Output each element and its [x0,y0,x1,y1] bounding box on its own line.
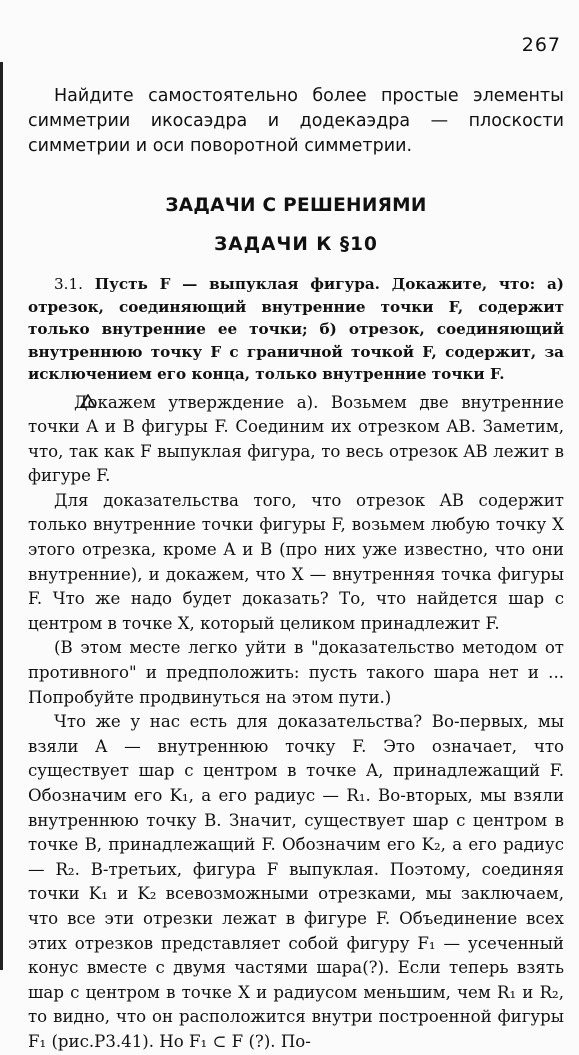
subsection-title: ЗАДАЧИ К §10 [214,234,378,255]
solution-paragraph-2: Для доказательства того, что отрезок AB содержит только внутренние точки фигуры F, возьмем любую точку X этого отрезка, кроме A и B (про них уже известно, что они внутренние), и докажем, что X — внутренняя точка фигуры F. Что же надо будет доказать? То, что найдется шар с центром в точке X, который целиком принадлежит F. [28,490,564,633]
solution-text-1: Докажем утверждение а). Возьмем две внутренние точки A и B фигуры F. Соединим их отрезком AB. Заметим, что, так как F выпуклая фигура, то весь отрезок AB лежит в фигуре F. [28,392,564,486]
solution-paragraph-1 [28,391,564,489]
solution-paragraph-4: Что же у нас есть для доказательства? Во-первых, мы взяли A — внутреннюю точку F. Это означает, что существует шар с центром в точке A, принадлежащий F. Обозначим его K₁, а его радиус — R₁. Во-вторых, мы взяли внутреннюю точку B. Значит, существует шар с центром в точке B, принадлежащий F. Обозначим его K₂, а его радиус — R₂. В-третьих, фигура F выпуклая. Поэтому, соединяя точки K₁ и K₂ всевозможными отрезками, мы заключаем, что все эти отрезки лежат в фигуре F. Объединение всех этих отрезков представляет собой фигуру F₁ — усеченный конус вместе с двумя частями шара(?). Если теперь взять шар с центром в точке X и радиусом меньшим, чем R₁ и R₂, то видно, что он расположится внутри построенной фигуры F₁ (рис.Р3.41). Но F₁ ⊂ F (?). По- [28,712,564,1051]
triangle-outline-icon [54,391,74,416]
page-number: 267 [521,34,561,56]
page-edge-line [0,62,3,970]
solution-paragraph-3: (В этом месте легко уйти в "доказательство методом от противного" и предположить: пусть такого шара нет и ... Попробуйте продвинуться на этом пути.) [28,638,564,707]
problem-statement [28,273,564,386]
problem-number: 3.1. [54,275,83,293]
section-title: ЗАДАЧИ С РЕШЕНИЯМИ [165,195,427,216]
page-content [28,84,564,1055]
intro-paragraph: Найдите самостоятельно более простые элементы симметрии икосаэдра и додекаэдра — плоскости симметрии и оси поворотной симметрии. [28,86,564,156]
problem-text: Пусть F — выпуклая фигура. Докажите, что: а) отрезок, соединяющий внутренние точки F, содержит только внутренние ее точки; б) отрезок, соединяющий внутреннюю точку F с граничной точкой F, содержит, за исключением его конца, только внутренние точки F. [28,275,564,383]
